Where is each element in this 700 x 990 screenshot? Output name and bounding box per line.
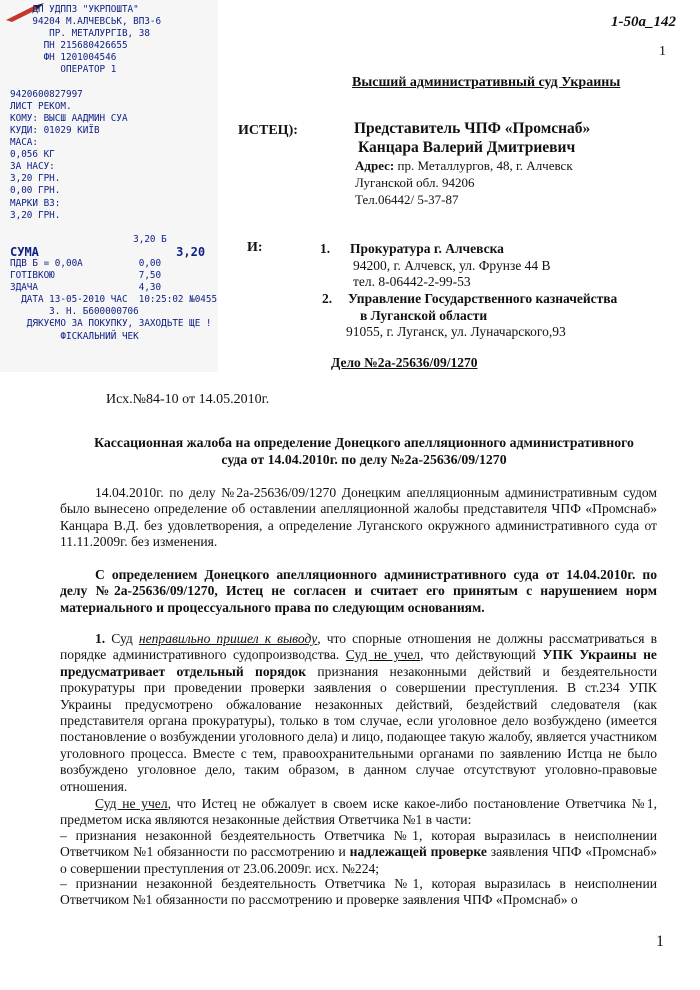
paragraph-4	[60, 796, 657, 829]
text-run: , что действующий	[420, 647, 543, 663]
receipt-line: 3,20 ГРН.	[10, 209, 61, 221]
receipt-line: 3,20 ГРН.	[10, 173, 61, 185]
paragraph-1	[60, 485, 657, 551]
postal-receipt	[0, 0, 218, 372]
page-number-top: 1	[659, 44, 666, 59]
paragraph-text: 14.04.2010г. по делу №2а-25636/09/1270 Донецким апелляционным административным судом было вынесено определение об оставлении апелляционной жалобы представителя ЧПФ «Промснаб» Канцара В.Д. без удовлетворения, а определение Луганского окружного административного суда от 11.11.2009г. без изменения.	[60, 485, 657, 550]
respondent-number: 2.	[322, 291, 333, 306]
document-title: Кассационная жалоба на определение Донецкого апелляционного административного суда от 14.04.2010г. по делу №2а-25636/09/1270	[94, 435, 634, 467]
receipt-line: ДАТА 13-05-2010 ЧАС 10:25:02 №0455	[10, 294, 218, 306]
paragraph-3	[60, 631, 657, 795]
receipt-line: МАСА:	[10, 137, 38, 149]
receipt-line: ФІСКАЛЬНИЙ ЧЕК	[10, 330, 139, 342]
respondent-phone: тел. 8-06442-2-99-53	[353, 274, 471, 289]
text-run: Суд	[105, 631, 139, 646]
plaintiff-label: ИСТЕЦ):	[238, 123, 298, 138]
respondent-1	[320, 241, 551, 291]
paragraph-6	[60, 876, 657, 909]
receipt-line: 9420600827997	[10, 88, 83, 100]
receipt-line: ФН 1201004546	[10, 52, 117, 64]
page-number-bottom: 1	[656, 933, 664, 950]
receipt-line: ЛИСТ РЕКОМ.	[10, 100, 72, 112]
text-run-underline: Суд не учел	[345, 647, 421, 663]
text-run: – признания незаконной бездеятельность Ответчика №1, которая выразилась в неисполнении Ответчиком №1 обязанности по рассмотрению и	[60, 828, 657, 860]
receipt-line: ДП УДППЗ "УКРПОШТА"	[10, 4, 139, 15]
receipt-text	[10, 4, 217, 343]
plaintiff-name: Канцара Валерий Дмитриевич	[358, 139, 576, 156]
page-id: 1-50a_142	[611, 14, 676, 30]
respondents-label: И:	[247, 240, 263, 255]
address-label: Адрес:	[355, 158, 395, 173]
respondent-name: Прокуратура г. Алчевска	[350, 241, 504, 256]
outgoing-reference: Исх.№84-10 от 14.05.2010г.	[106, 392, 270, 407]
text-run: заявления ЧПФ «Промснаб» о совершении преступления от 23.06.2009г. исх. №224;	[60, 844, 657, 876]
respondent-address: 94200, г. Алчевск, ул. Фрунзе 44 В	[353, 257, 551, 273]
point-number: 1.	[95, 631, 106, 646]
receipt-line: ПДВ Б = 0,00А 0,00	[10, 257, 162, 269]
receipt-line: МАРКИ ВЗ:	[10, 197, 61, 209]
plaintiff-phone: Тел.06442/ 5-37-87	[355, 192, 459, 207]
receipt-line: ПН 215680426655	[10, 40, 128, 52]
paragraph-5	[60, 828, 657, 877]
addressee-court: Высший административный суд Украины	[352, 75, 621, 90]
receipt-line: 3,20 Б	[10, 233, 167, 245]
respondent-address: 91055, г. Луганск, ул. Луначарского,93	[346, 324, 566, 339]
respondent-name: Управление Государственного казначейства	[348, 291, 618, 306]
receipt-line: 94204 М.АЛЧЕВСЬК, ВПЗ-6	[10, 16, 162, 28]
receipt-line: 0,056 КГ	[10, 149, 55, 161]
text-run: признания незаконными действий и бездеятельности прокуратуры при проведении проверки заявления о совершении преступления. В ст.234 УПК Украины предусмотрено обжалование незаконных действий, бездействий следователя (как представителя органа прокуратуры), только в том случае, если уголовное дело возбуждено (имеется постановление о возбуждении уголовного дела) и лицо, подающее такую жалобу, является участником уголовного процесса. Вместе с тем, правоохранительными органами по заявлению Истца не было возбуждено уголовное дело, таким образом, в данном случае отсутствуют уголовно-правовые отношения.	[60, 663, 657, 794]
receipt-line: КОМУ: ВЫСШ ААДМИН СУА	[10, 112, 128, 124]
receipt-line: СУМА 3,20	[10, 244, 206, 259]
address-line-1: пр. Металлургов, 48, г. Алчевск	[397, 158, 573, 173]
text-run-emphasis: неправильно пришел к выводу	[138, 631, 318, 646]
receipt-line	[10, 222, 217, 234]
text-run-bold: надлежащей проверке	[349, 844, 487, 860]
paragraph-text: С определением Донецкого апелляционного административного суда от 14.04.2010г. по делу №2а-25636/09/1270, Истец не согласен и считает его принятым с нарушением норм материального и процессуального права по следующим основаниям.	[60, 567, 657, 615]
receipt-line: КУДИ: 01029 КИЇВ	[10, 124, 100, 136]
respondent-2	[322, 291, 617, 341]
respondent-name-line-2: в Луганской области	[360, 307, 488, 323]
case-number: Дело №2а-25636/09/1270	[331, 355, 478, 370]
address-line-2: Луганской обл. 94206	[355, 175, 475, 190]
plaintiff-block	[354, 119, 590, 208]
receipt-line: З. Н. Б600000706	[10, 306, 139, 318]
text-run: , что спорные отношения не должны рассматриваться в порядке административного судопроизводства.	[60, 631, 657, 663]
receipt-line: ДЯКУЄМО ЗА ПОКУПКУ, ЗАХОДЬТЕ ЩЕ !	[10, 318, 212, 330]
respondent-number: 1.	[320, 241, 331, 256]
receipt-line	[10, 77, 217, 89]
plaintiff-title: Представитель ЧПФ «Промснаб»	[354, 120, 591, 137]
receipt-line: ГОТІВКОЮ 7,50	[10, 270, 162, 282]
paragraph-2	[60, 567, 657, 616]
text-run: , что Истец не обжалует в своем иске какое-либо постановление Ответчика №1, предметом иска являются незаконные действия Ответчика №1 в части:	[60, 796, 657, 828]
receipt-line: ЗДАЧА 4,30	[10, 282, 162, 294]
text-run-bold: УПК Украины не предусматривает отдельный порядок	[60, 647, 657, 679]
receipt-line: 0,00 ГРН.	[10, 185, 61, 197]
text-run-underline: Суд не учел	[95, 796, 168, 811]
receipt-line: ЗА НАСУ:	[10, 161, 55, 173]
paragraph-text: – признании незаконной бездеятельность Ответчика №1, которая выразилась в неисполнении Ответчиком №1 обязанности по рассмотрению и проверке заявления ЧПФ «Промснаб» о	[60, 876, 657, 908]
receipt-line: ПР. МЕТАЛУРГІВ, 38	[10, 28, 150, 40]
receipt-line: ОПЕРАТОР 1	[10, 64, 117, 76]
